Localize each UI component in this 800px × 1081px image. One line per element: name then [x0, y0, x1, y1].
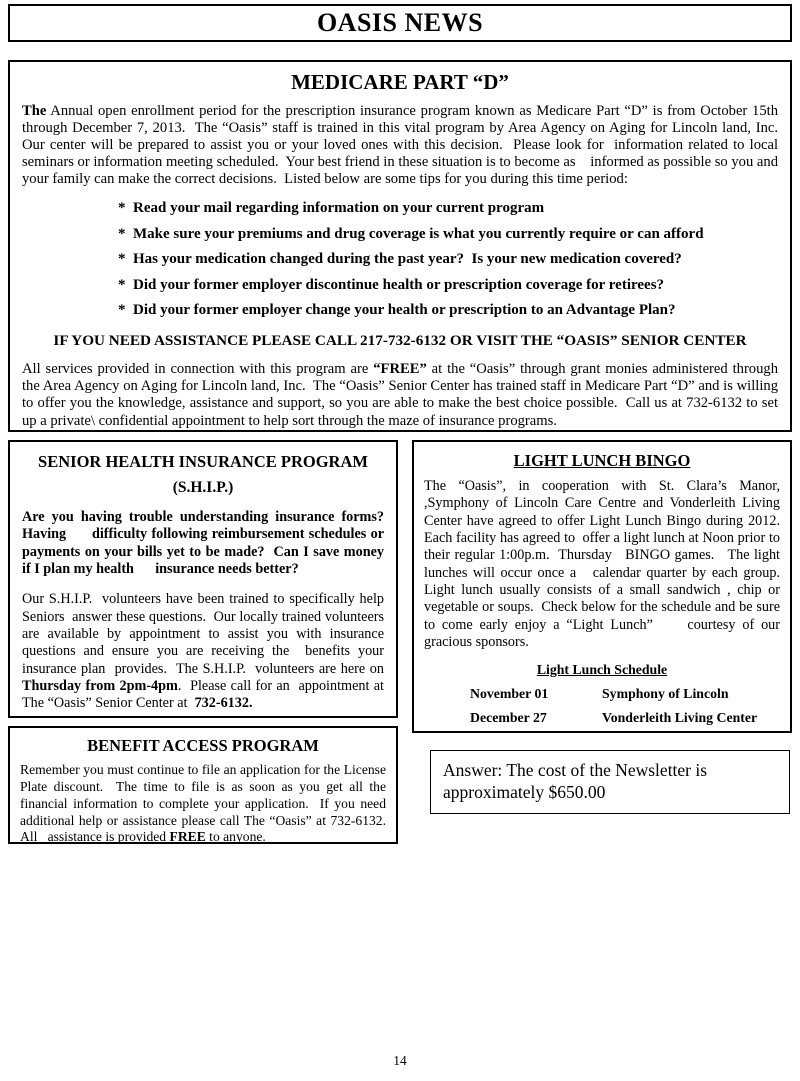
bingo-title: LIGHT LUNCH BINGO — [513, 451, 691, 470]
medicare-closing-free: “FREE” — [373, 361, 427, 378]
masthead — [8, 4, 792, 42]
schedule-host-1: Symphony of Lincoln — [602, 686, 729, 702]
bingo-body-paragraph: The “Oasis”, in cooperation with St. Clara’s Manor, ,Symphony of Lincoln Care Centre and Vonderleith Living Center have agreed to offer Light Lunch Bingo during 2012. Each facility has agreed to offer a light lunch at Noon prior to their regular 1:00p.m. Thursday BINGO games. The light lunches will occur once a calendar quarter by each group. Light lunch usually consists of a small sandwich , chip or vegetable or soups. Check below for the schedule and be sure to come early enjoy a “Light Lunch” courtesy of our gracious sponsors. — [424, 478, 784, 650]
medicare-assistance-line: IF YOU NEED ASSISTANCE PLEASE CALL 217-732-6132 OR VISIT THE “OASIS” SENIOR CENTER — [53, 332, 747, 350]
benefit-body-free: FREE — [169, 829, 206, 845]
ship-section — [8, 440, 398, 718]
benefit-title: BENEFIT ACCESS PROGRAM — [87, 736, 319, 755]
medicare-tip-1: * Read your mail regarding information on your current program — [118, 200, 545, 217]
schedule-row-2 — [424, 710, 780, 726]
light-lunch-bingo-section — [412, 440, 792, 733]
medicare-tip-4: * Did your former employer discontinue health or prescription coverage for retirees? — [118, 276, 665, 293]
schedule-row-1 — [424, 686, 780, 702]
ship-body-hours: Thursday from 2pm-4pm — [22, 677, 178, 694]
medicare-closing-paragraph — [22, 361, 782, 429]
ship-body-seg1: Our S.H.I.P. volunteers have been trained to specifically help Seniors answer these questions. Our locally trained volunteers are available by appointment to assist you with insurance questions and ensure you are receiving the benefits your insurance plan provides. The S.H.I.P. volunteers are here on — [22, 591, 392, 677]
ship-body-paragraph — [22, 591, 392, 712]
medicare-section — [8, 60, 792, 432]
benefit-body-seg2: to anyone. — [205, 829, 266, 845]
benefit-body-seg1: Remember you must continue to file an application for the License Plate discount. The time to file is as soon as you get all the financial information to complete your application. If you need additional help or assistance please call The “Oasis” at 732-6132. All assistance is provided — [20, 762, 393, 845]
schedule-host-2: Vonderleith Living Center — [602, 710, 758, 726]
medicare-intro-paragraph — [22, 103, 789, 188]
schedule-date-2: December 27 — [470, 710, 547, 726]
medicare-closing-seg2: at the “Oasis” through grant monies administered through the Area Agency on Aging for Lincoln land, Inc. The “Oasis” Senior Center has trained staff in Medicare Part “D” and is willing to offer you the knowledge, assistance and support, so you are able to make the best choice possible. Call us at 732-6132 to set up a private\ confidential appointment to help sort through the maze of insurance programs. — [22, 361, 782, 429]
medicare-intro-lead: The — [22, 103, 47, 119]
ship-body-seg2: . Please call for an appointment at The “Oasis” Senior Center at — [22, 677, 388, 712]
benefit-access-section — [8, 726, 398, 844]
answer-box — [430, 750, 790, 814]
page-number: 14 — [393, 1053, 407, 1068]
medicare-tip-3: * Has your medication changed during the past year? Is your new medication covered? — [118, 251, 682, 268]
medicare-tips-list — [118, 200, 778, 319]
ship-body-phone: 732-6132. — [194, 695, 253, 712]
schedule-title: Light Lunch Schedule — [536, 662, 668, 678]
ship-subtitle: (S.H.I.P.) — [172, 479, 234, 496]
schedule-date-1: November 01 — [470, 686, 549, 702]
medicare-tip-2: * Make sure your premiums and drug coverage is what you currently require or can afford — [118, 225, 704, 242]
ship-title: SENIOR HEALTH INSURANCE PROGRAM — [38, 452, 368, 471]
medicare-tip-5: * Did your former employer change your health or prescription to an Advantage Plan? — [118, 302, 676, 319]
medicare-closing-seg1: All services provided in connection with this program are — [22, 361, 374, 378]
answer-text: Answer: The cost of the Newsletter is approximately $650.00 — [443, 760, 708, 802]
page-title: OASIS NEWS — [316, 8, 484, 37]
medicare-title: MEDICARE PART “D” — [291, 70, 509, 94]
ship-questions: Are you having trouble understanding insurance forms? Having difficulty following reimbursement schedules or payments on your bills yet to be made? Can I save money if I plan my health insurance needs better? — [22, 509, 392, 577]
medicare-intro-rest: Annual open enrollment period for the prescription insurance program known as Medicare Part “D” is from October 15th through December 7, 2013. The “Oasis” staff is trained in this vital program by Area Agency on Aging for Lincoln land, Inc. Our center will be prepared to assist you or your loved ones with this decision. Please look for information related to local seminars or information meeting scheduled. Your best friend in these situation is to become as informed as possible so you and your family can make the correct decisions. Listed below are some tips for you during this time period: — [22, 103, 789, 188]
benefit-body-paragraph — [20, 762, 393, 846]
light-lunch-schedule — [424, 662, 780, 726]
